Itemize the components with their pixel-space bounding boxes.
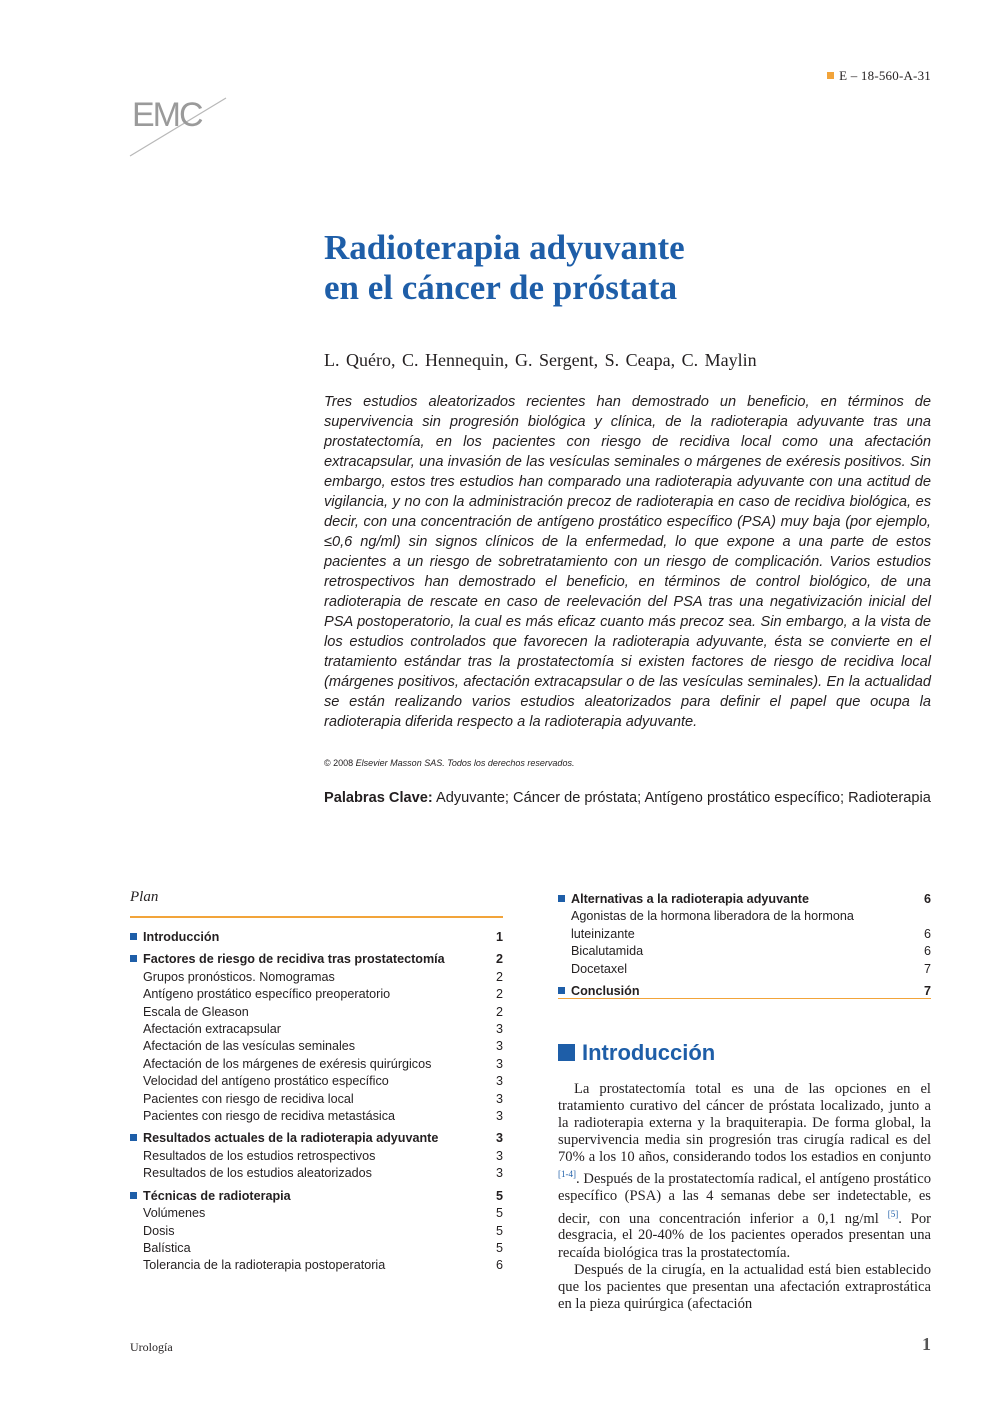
paragraph — [558, 1081, 931, 1262]
toc-entry-page: 3 — [495, 1109, 503, 1124]
toc-entry-page: 3 — [495, 1091, 503, 1106]
toc-entry-text: Introducción — [143, 930, 220, 944]
toc-entry-page: 2 — [495, 969, 503, 984]
toc-entry-label — [143, 1038, 483, 1055]
toc-entry-label — [143, 1021, 483, 1038]
toc-subsection-entry[interactable] — [130, 1205, 503, 1222]
toc-entry-label — [143, 1148, 483, 1165]
toc-entry-text: Velocidad del antígeno prostático específico — [143, 1074, 389, 1089]
toc-entry-text: Escala de Gleason — [143, 1004, 249, 1019]
toc-subsection-entry[interactable] — [130, 1257, 503, 1274]
toc-entry-text: Conclusión — [571, 984, 640, 999]
toc-entry-text: Afectación de los márgenes de exéresis quirúrgicos — [143, 1056, 432, 1071]
toc-section-entry[interactable] — [130, 929, 503, 946]
toc-entry-page: 5 — [495, 1188, 503, 1203]
toc-entry-page: 3 — [495, 1039, 503, 1054]
toc-subsection-entry[interactable] — [130, 1223, 503, 1240]
plan-divider-bottom — [558, 998, 931, 999]
toc-entry-text: Docetaxel — [571, 961, 628, 976]
title-line-1: Radioterapia adyuvante — [324, 228, 685, 267]
toc-entry-text: Afectación de las vesículas seminales — [143, 1039, 356, 1054]
logo-text: EMC — [132, 96, 202, 134]
toc-entry-page: 3 — [495, 1022, 503, 1037]
plan-divider — [130, 916, 503, 918]
toc-entry-label — [571, 908, 911, 925]
toc-subsection-entry[interactable] — [130, 986, 503, 1003]
toc-entry-text: Factores de riesgo de recidiva tras prostatectomía — [143, 952, 445, 967]
toc-subsection-entry[interactable] — [130, 1148, 503, 1165]
blue-square-icon — [130, 955, 137, 962]
title-line-2: en el cáncer de próstata — [324, 268, 678, 307]
toc-entry-label — [143, 1205, 483, 1222]
toc-subsection-entry[interactable] — [130, 1108, 503, 1125]
blue-square-icon — [558, 895, 565, 902]
paragraph-text: . Después de la prostatectomía radical, el antígeno prostático específico (PSA) a las 4 semanas debe ser indetectable, es decir, con una concentración inferior a 0,1 ng/ml — [558, 1171, 931, 1227]
copyright — [324, 758, 574, 768]
toc-entry-text: Balística — [143, 1240, 191, 1255]
citation-link[interactable]: [5] — [887, 1208, 899, 1219]
toc-entry-page: 3 — [495, 1056, 503, 1071]
toc-subsection-entry[interactable] — [558, 961, 931, 978]
toc-entry-page: 6 — [495, 1258, 503, 1273]
toc-entry-page: 7 — [923, 984, 931, 999]
orange-square-icon — [827, 72, 834, 79]
toc-entry-text: Alternativas a la radioterapia adyuvante — [571, 892, 809, 906]
copyright-year: © 2008 — [324, 758, 354, 768]
toc-entry-text: Afectación extracapsular — [143, 1022, 281, 1037]
toc-subsection-entry[interactable] — [130, 1073, 503, 1090]
toc-entry-label — [143, 986, 483, 1003]
toc-subsection-entry[interactable] — [130, 1091, 503, 1108]
toc-entry-text: Resultados de los estudios retrospectivos — [143, 1148, 376, 1163]
toc-section-entry[interactable] — [130, 1130, 503, 1147]
toc-entry-text: Dosis — [143, 1223, 175, 1238]
toc-subsection-entry[interactable] — [130, 1165, 503, 1182]
toc-subsection-entry[interactable] — [130, 1004, 503, 1021]
toc-subsection-entry[interactable] — [130, 1038, 503, 1055]
table-of-contents-right — [558, 891, 931, 1000]
toc-entry-label — [130, 1188, 483, 1205]
toc-subsection-entry[interactable] — [130, 1021, 503, 1038]
plan-label: Plan — [130, 889, 159, 905]
blue-square-icon — [130, 1192, 137, 1199]
abstract: Tres estudios aleatorizados recientes han demostrado un beneficio, en términos de supervivencia sin progresión biológica y clínica, de la radioterapia adyuvante tras una prostatectomía, en los pacientes con riesgo de recidiva local como una afectación extracapsular, una invasión de las vesículas seminales o márgenes de exéresis positivos. Sin embargo, estos tres estudios han comparado una radioterapia adyuvante con una actitud de vigilancia, y no con la administración precoz de radioterapia en caso de recidiva biológica, es decir, con una concentración de antígeno prostático específico (PSA) muy baja (por ejemplo, ≤0,6 ng/ml) sin signos clínicos de la enfermedad, lo que expone a una parte de estos pacientes a un riesgo de sobretratamiento con un riesgo de complicación. Varios estudios retrospectivos han demostrado el beneficio, en términos de control biológico, de una radioterapia de rescate en caso de reelevación del PSA tras una negativización inicial del PSA postoperatorio, la cual es más eficaz cuanto más precoz sea. Sin embargo, a la vista de los estudios controlados que favorecen la radioterapia adyuvante, ésta se convierte en el tratamiento estándar tras la prostatectomía si existen factores de riesgo de recidiva local (márgenes positivos, afectación extracapsular o de las vesículas seminales). En la actualidad se están realizando varios estudios aleatorizados para definir el papel que ocupa la radioterapia diferida respecto a la radioterapia adyuvante. — [324, 394, 931, 730]
toc-subsection-entry[interactable] — [558, 926, 931, 943]
toc-entry-page: 2 — [495, 1004, 503, 1019]
toc-entry-page: 7 — [923, 961, 931, 976]
toc-entry-label — [143, 1073, 483, 1090]
toc-entry-text: Pacientes con riesgo de recidiva local — [143, 1091, 354, 1106]
blue-square-icon — [130, 1134, 137, 1141]
authors: L. Quéro, C. Hennequin, G. Sergent, S. Ceapa, C. Maylin — [324, 350, 757, 370]
toc-entry-label — [143, 1108, 483, 1125]
toc-entry-label — [143, 1165, 483, 1182]
toc-entry-page: 1 — [495, 930, 503, 944]
toc-entry-page — [911, 908, 931, 925]
toc-entry-label — [143, 1004, 483, 1021]
emc-logo — [128, 80, 228, 160]
toc-entry-text: Pacientes con riesgo de recidiva metastásica — [143, 1109, 396, 1124]
toc-section-entry[interactable] — [130, 951, 503, 968]
toc-entry-page: 3 — [495, 1074, 503, 1089]
paragraph: Después de la cirugía, en la actualidad está bien establecido que los pacientes que presentan una afectación extraprostática en la pieza quirúrgica (afectación — [558, 1261, 931, 1312]
toc-entry-page: 6 — [923, 926, 931, 941]
toc-entry-text: Tolerancia de la radioterapia postoperatoria — [143, 1258, 386, 1273]
toc-entry-label — [143, 1223, 483, 1240]
toc-entry-label — [130, 951, 483, 968]
toc-entry-label — [143, 969, 483, 986]
section-heading-introduccion — [558, 1040, 715, 1066]
toc-entry-label — [130, 929, 483, 946]
toc-entry-label — [143, 1091, 483, 1108]
toc-section-entry[interactable] — [130, 1188, 503, 1205]
toc-entry-text: Técnicas de radioterapia — [143, 1188, 291, 1203]
keywords — [324, 789, 931, 808]
table-of-contents-left — [130, 929, 503, 1275]
keywords-value: Adyuvante; Cáncer de próstata; Antígeno prostático específico; Radioterapia — [435, 790, 931, 806]
toc-entry-text: Bicalutamida — [571, 944, 644, 959]
introduction-body — [558, 1081, 931, 1313]
toc-entry-label — [558, 891, 911, 908]
toc-entry-label — [143, 1240, 483, 1257]
toc-entry-text: Resultados de los estudios aleatorizados — [143, 1166, 372, 1181]
blue-square-icon — [558, 987, 565, 994]
toc-subsection-entry[interactable] — [130, 1240, 503, 1257]
toc-subsection-entry[interactable] — [130, 1056, 503, 1073]
toc-subsection-entry[interactable] — [558, 943, 931, 960]
article-title — [324, 228, 944, 308]
toc-entry-page: 3 — [495, 1131, 503, 1146]
toc-entry-text: Antígeno prostático específico preoperatorio — [143, 987, 391, 1002]
toc-entry-label — [571, 961, 911, 978]
toc-entry-page: 3 — [495, 1148, 503, 1163]
copyright-publisher: Elsevier Masson SAS. Todos los derechos reservados. — [355, 758, 575, 768]
toc-entry-label — [143, 1056, 483, 1073]
toc-entry-page: 3 — [495, 1166, 503, 1181]
toc-entry-text: Grupos pronósticos. Nomogramas — [143, 969, 335, 984]
blue-square-icon — [558, 1044, 575, 1061]
toc-subsection-entry[interactable] — [130, 969, 503, 986]
toc-entry-text: luteinizante — [571, 926, 635, 941]
reference-code-text: E – 18-560-A-31 — [839, 68, 931, 83]
paragraph-text: La prostatectomía total es una de las opciones en el tratamiento curativo del cáncer de próstata localizado, junto a la radioterapia externa y la braquiterapia. De forma global, la supervivencia media sin progresión tras cirugía radical es del 70% a los 10 años, considerando todos los estadios en conjunto — [558, 1081, 931, 1166]
toc-entry-page: 6 — [923, 892, 931, 906]
section-heading-text: Introducción — [582, 1040, 716, 1065]
toc-section-entry[interactable] — [558, 891, 931, 908]
toc-entry-label — [130, 1130, 483, 1147]
toc-entry-page: 6 — [923, 944, 931, 959]
toc-entry-label — [571, 926, 911, 943]
toc-entry-page: 5 — [495, 1240, 503, 1255]
toc-entry-page: 2 — [495, 987, 503, 1002]
toc-subsection-entry[interactable] — [558, 908, 931, 925]
page-number: 1 — [922, 1334, 931, 1354]
toc-entry-label — [143, 1257, 483, 1274]
toc-entry-text: Resultados actuales de la radioterapia adyuvante — [143, 1131, 439, 1146]
toc-entry-page: 2 — [495, 952, 503, 967]
toc-entry-label — [571, 943, 911, 960]
footer-journal: Urología — [130, 1340, 173, 1354]
toc-entry-page: 5 — [495, 1206, 503, 1221]
reference-code — [827, 68, 931, 84]
paragraph-text: . Por desgracia, el 20-40% de los pacientes operados presentan una recaída biológica tras la prostatectomía. — [558, 1210, 931, 1261]
toc-entry-text: Agonistas de la hormona liberadora de la hormona — [571, 909, 854, 924]
toc-entry-page: 5 — [495, 1223, 503, 1238]
toc-entry-text: Volúmenes — [143, 1206, 206, 1221]
citation-link[interactable]: [1-4] — [558, 1169, 576, 1180]
keywords-label: Palabras Clave: — [324, 790, 433, 806]
blue-square-icon — [130, 933, 137, 940]
